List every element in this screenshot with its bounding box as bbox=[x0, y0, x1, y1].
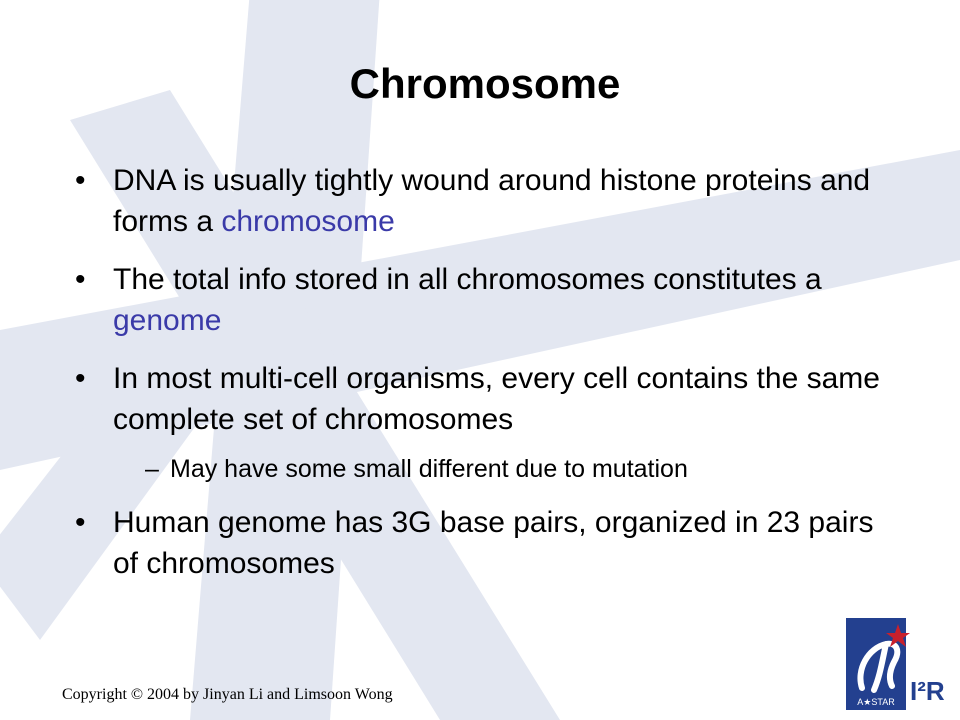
slide-title: Chromosome bbox=[349, 60, 621, 107]
bullet-text: The total info stored in all chromosomes constitutes a bbox=[113, 263, 822, 296]
sub-bullet-marker: – bbox=[145, 455, 159, 483]
bullet-item bbox=[75, 358, 895, 440]
sub-bullet-item bbox=[75, 453, 895, 485]
bullet-marker: • bbox=[75, 164, 86, 197]
highlight-term: genome bbox=[113, 304, 222, 337]
sub-bullet-text: May have some small different due to mutation bbox=[170, 455, 688, 483]
bullet-text: In most multi-cell organisms, every cell contains the same complete set of chromosomes bbox=[113, 362, 880, 436]
highlight-term: chromosome bbox=[221, 205, 395, 238]
bullet-marker: • bbox=[75, 263, 86, 296]
bullet-item bbox=[75, 160, 895, 242]
bullet-marker: • bbox=[75, 362, 86, 395]
bullet-item bbox=[75, 502, 895, 584]
bullet-text: Human genome has 3G base pairs, organized in 23 pairs of chromosomes bbox=[113, 506, 874, 580]
bullet-item bbox=[75, 259, 895, 341]
logo-brand-text: A★STAR bbox=[857, 697, 895, 707]
logo-i2r-label: I²R bbox=[910, 676, 945, 706]
bullet-list bbox=[75, 160, 895, 601]
astar-logo-icon bbox=[846, 618, 950, 710]
copyright-footer: Copyright © 2004 by Jinyan Li and Limsoon Wong bbox=[62, 686, 393, 703]
bullet-marker: • bbox=[75, 506, 86, 539]
bullet-text: DNA is usually tightly wound around histone proteins and forms a bbox=[113, 164, 871, 238]
